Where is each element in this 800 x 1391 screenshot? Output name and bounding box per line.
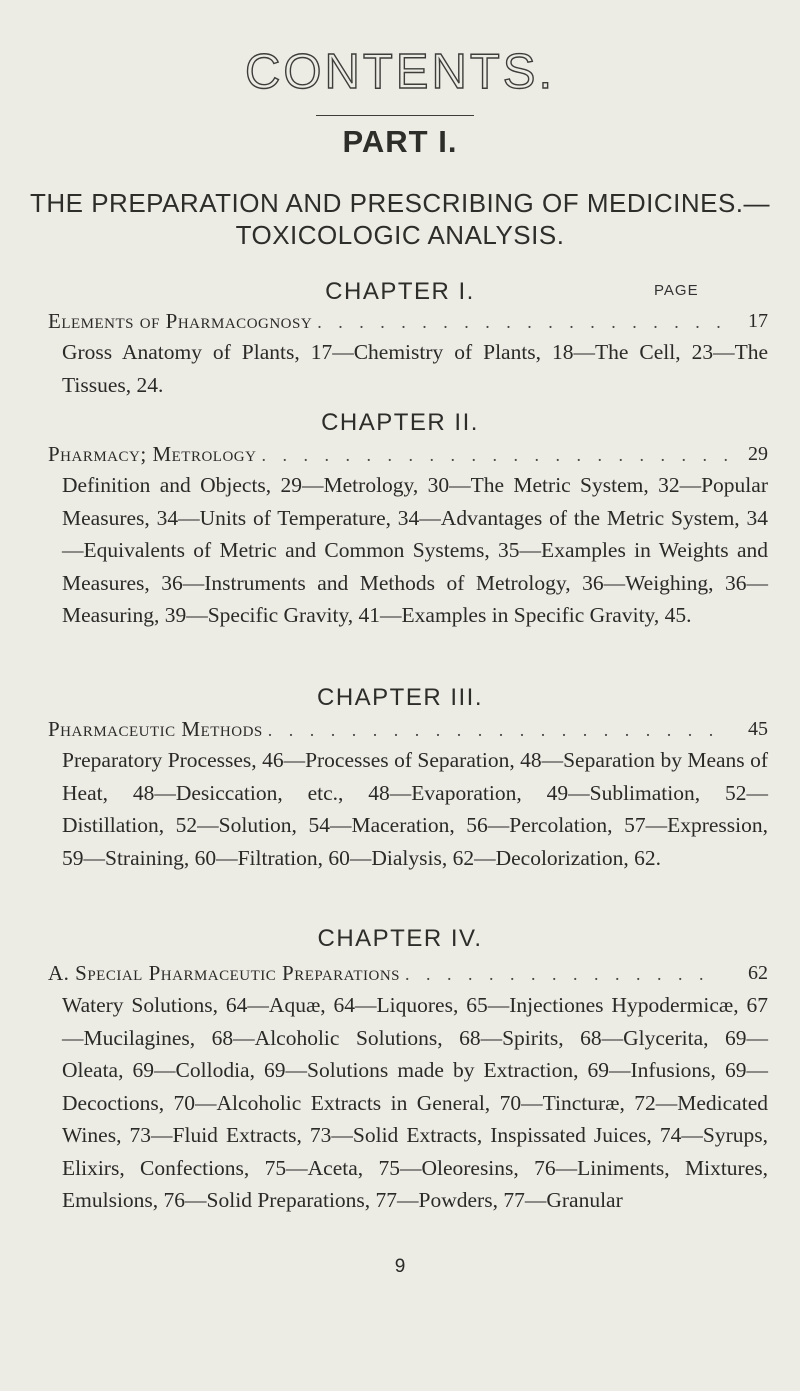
chapter-1-title-text: Elements of Pharmacognosy (48, 309, 313, 333)
chapter-4-entry-title (48, 961, 768, 986)
chapter-1-leader-dots: . . . . . . . . . . . . . . . . . . . . (317, 312, 727, 332)
chapter-1-page-number: 17 (748, 310, 768, 332)
chapter-4-leader-dots: . . . . . . . . . . . . . . . (405, 964, 710, 984)
part-heading: PART I. (342, 124, 458, 159)
chapter-4-title-text: A. Special Pharmaceutic Preparations (48, 961, 401, 985)
contents-title: CONTENTS. (244, 45, 556, 99)
chapter-2-heading: CHAPTER II. (321, 409, 479, 436)
chapter-2-contents: Definition and Objects, 29—Metrology, 30—The Metric System, 32—Popular Measures, 34—Units of Temperature, 34—Advantages of the Metric System, 34—Equivalents of Metric and Common Systems, 35—Examples in Weights and Measures, 36—Instruments and Methods of Metrology, 36—Weighing, 36—Measuring, 39—Specific Gravity, 41—Examples in Specific Gravity, 45. (62, 473, 768, 627)
chapter-2-title-text: Pharmacy; Metrology (48, 442, 257, 466)
chapter-4-contents: Watery Solutions, 64—Aquæ, 64—Liquores, 65—Injectiones Hypodermicæ, 67—Mucilagines, 68—Alcoholic Solutions, 68—Spirits, 68—Glycerita, 69—Oleata, 69—Collodia, 69—Solutions made by Extraction, 69—Infusions, 69—Decoctions, 70—Alcoholic Extracts in General, 70—Tincturæ, 72—Medicated Wines, 73—Fluid Extracts, 73—Solid Extracts, Inspissated Juices, 74—Syrups, Elixirs, Confections, 75—Aceta, 75—Oleoresins, 76—Liniments, Mixtures, Emulsions, 76—Solid Preparations, 77—Powders, 77—Granular (62, 993, 768, 1212)
chapter-4-page-number: 62 (748, 962, 768, 984)
title-underline (316, 115, 474, 116)
chapter-3-leader-dots: . . . . . . . . . . . . . . . . . . . . . . (267, 720, 720, 740)
page-column-label: PAGE (654, 282, 699, 299)
chapter-1-contents: Gross Anatomy of Plants, 17—Chemistry of Plants, 18—The Cell, 23—The Tissues, 24. (62, 340, 768, 397)
part-subtitle (0, 187, 800, 251)
chapter-3-entry-title (48, 717, 768, 742)
part-subtitle-line-2: TOXICOLOGIC ANALYSIS. (235, 220, 565, 250)
chapter-3-page-number: 45 (748, 718, 768, 740)
chapter-3-title-text: Pharmaceutic Methods (48, 717, 263, 741)
chapter-2-page-number: 29 (748, 443, 768, 465)
chapter-2-leader-dots: . . . . . . . . . . . . . . . . . . . . . . . (261, 445, 734, 465)
chapter-3-contents: Preparatory Processes, 46—Processes of Separation, 48—Separation by Means of Heat, 48—Desiccation, etc., 48—Evaporation, 49—Sublimation, 52—Distillation, 52—Solution, 54—Maceration, 56—Percolation, 57—Expression, 59—Straining, 60—Filtration, 60—Dialysis, 62—Decolorization, 62. (62, 748, 768, 870)
chapter-2-entry-title (48, 442, 768, 467)
chapter-1-entry-title (48, 309, 768, 334)
page-folio-number: 9 (394, 1256, 406, 1277)
part-subtitle-line-1: THE PREPARATION AND PRESCRIBING OF MEDICINES.— (29, 188, 771, 218)
chapter-3-heading: CHAPTER III. (316, 684, 484, 711)
chapter-1-heading: CHAPTER I. (325, 278, 475, 305)
chapter-4-heading: CHAPTER IV. (317, 925, 483, 952)
